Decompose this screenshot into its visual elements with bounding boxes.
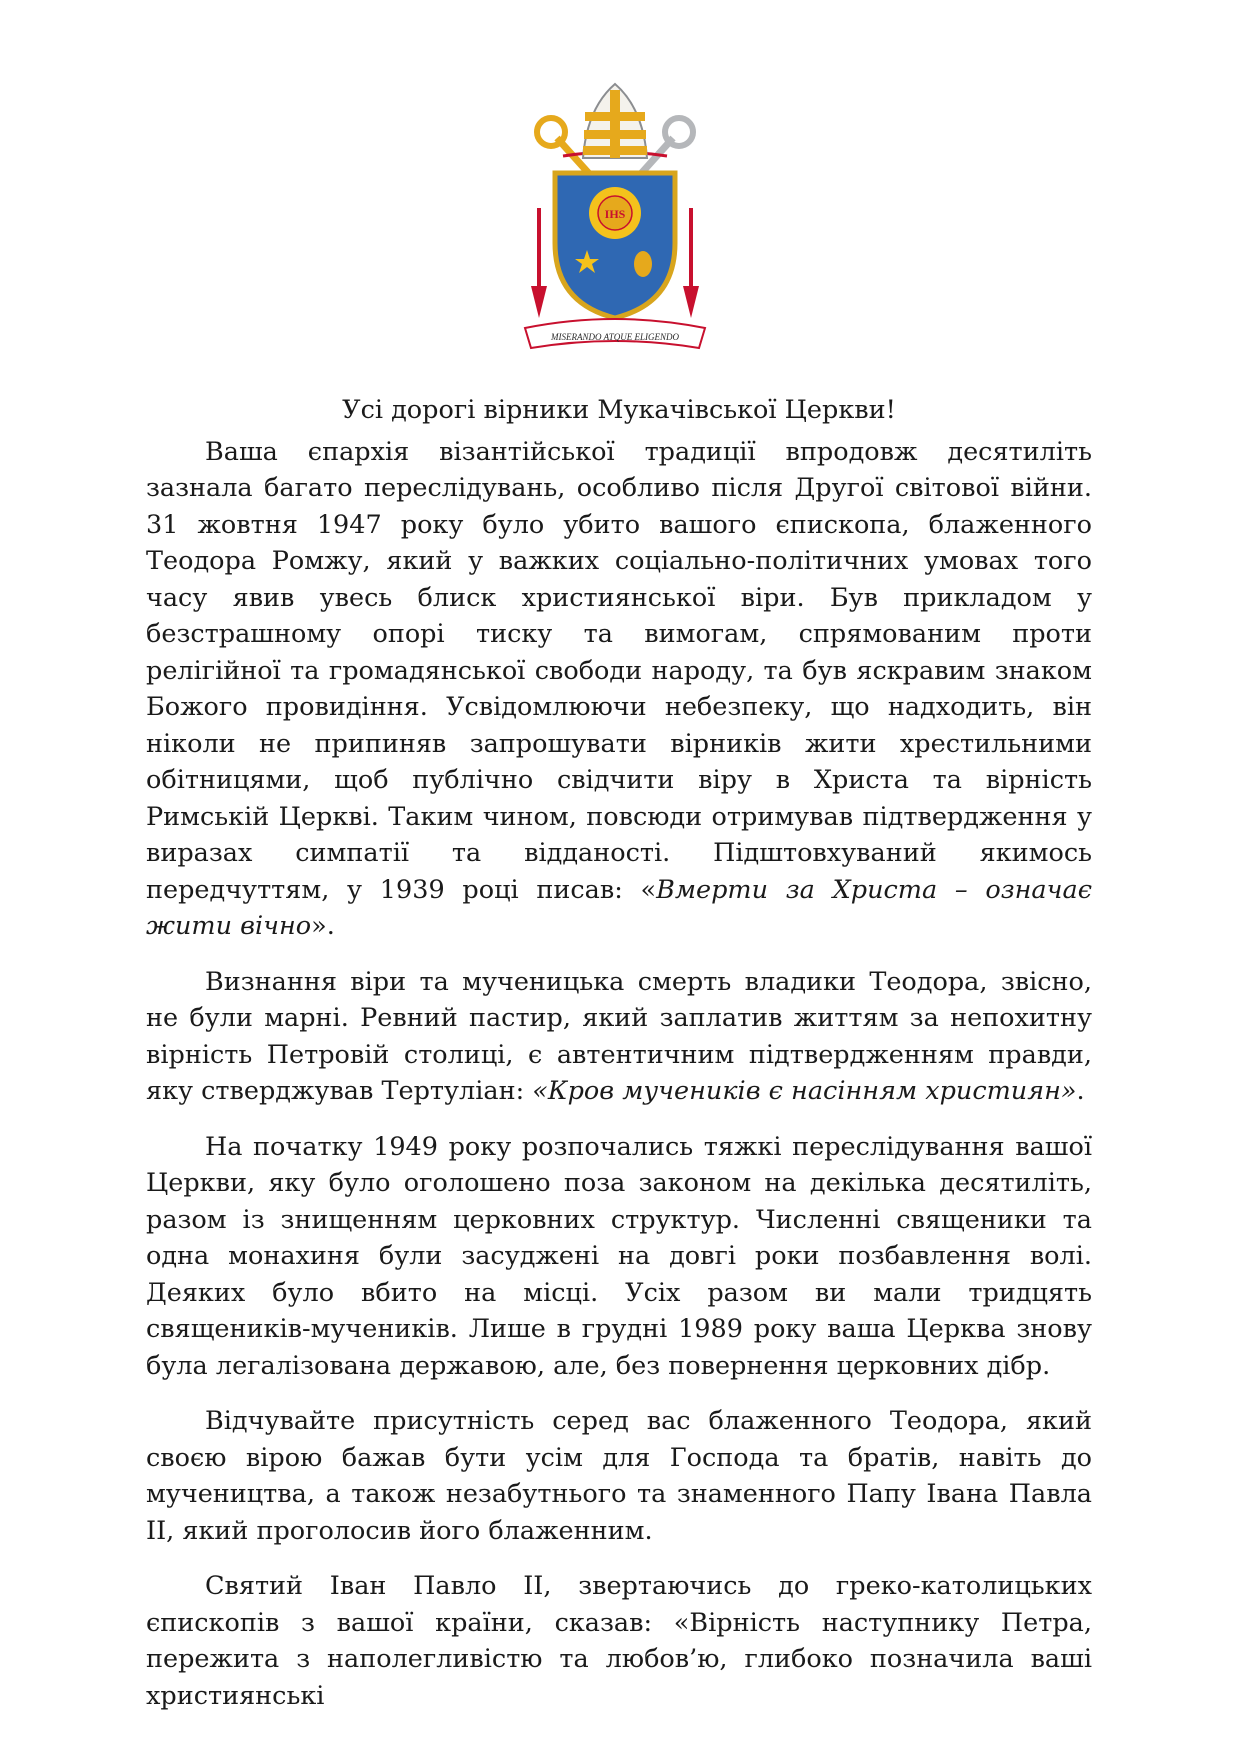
paragraph-4: Відчувайте присутність серед вас блаженного Теодора, який своєю вірою бажав бути усім для Господа та братів, навіть до мучеництва, а також незабутнього та знаменного Папу Івана Павла II, який проголосив його блаженним. (146, 1406, 1092, 1546)
papal-coat-of-arms (515, 78, 715, 363)
ihs-sun-icon (589, 187, 641, 239)
quote-tertullian: «Кров мучеників є насінням християн» (532, 1076, 1077, 1106)
quote-romzha: Вмерти за Христа – означає жити вічно (146, 874, 1092, 941)
letter-greeting: Усі дорогі вірники Мукачівської Церкви! (342, 395, 896, 425)
nard-flower-icon (634, 251, 652, 277)
letter-body (146, 392, 1092, 1733)
paragraph-3: На початку 1949 року розпочались тяжкі переслідування вашої Церкви, яку було оголошено поза законом на декілька десятиліть, разом із знищенням церковних структур. Численні священики та одна монахиня були засуджені на довгі роки позбавлення волі. Деяких було вбито на місці. Усіх разом ви мали тридцять священиків-мучеників. Лише в грудні 1989 року ваша Церква знову була легалізована державою, але, без повернення церковних дібр. (146, 1131, 1092, 1381)
motto-text: MISERANDO ATQUE ELIGENDO (551, 332, 679, 342)
paragraph-1: Ваша єпархія візантійської традиції впродовж десятиліть зазнала багато переслідувань, особливо після Другої світової війни. 31 жовтня 1947 року було убито вашого єпископа, блаженного Теодора Ромжу, який у важких соціально-політичних умовах того часу явив увесь блиск християнської віри. Був прикладом у безстрашному опорі тиску та вимогам, спрямованим проти релігійної та громадянської свободи народу, та був яскравим знаком Божого провидіння. Усвідомлюючи небезпеку, що надходить, він ніколи не припиняв запрошувати вірників жити хрестильними обітницями, щоб публічно свідчити віру в Христа та вірність Римській Церкві. Таким чином, повсюди отримував підтвердження у виразах симпатії та відданості. Підштовхуваний якимось передчуттям, у 1939 році писав: «Вмерти за Христа – означає жити вічно». (146, 436, 1092, 941)
svg-text:IHS: IHS (604, 207, 626, 221)
paragraph-5: Святий Іван Павло II, звертаючись до греко-католицьких єпископів з вашої країни, сказав: «Вірність наступнику Петра, пережита з наполегливістю та любов’ю, глибоко позначила ваші християнські (146, 1571, 1092, 1711)
paragraph-2: Визнання віри та мученицька смерть владики Теодора, звісно, не були марні. Ревний пастир, який заплатив життям за непохитну вірність Петровій столиці, є автентичним підтвердженням правди, яку стверджував Тертуліан: «Кров мучеників є насінням християн». (146, 966, 1092, 1106)
mitre-icon (583, 84, 647, 158)
coat-of-arms-icon (515, 78, 715, 363)
